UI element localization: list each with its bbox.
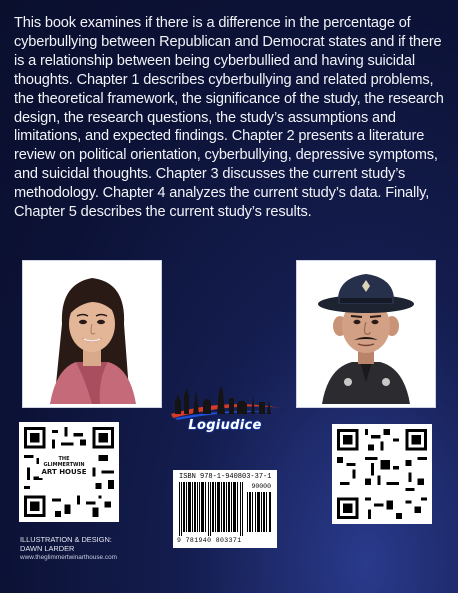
price-barcode-icon — [247, 492, 271, 532]
price-code: 90000 — [251, 483, 271, 490]
back-cover-blurb: This book examines if there is a difference in the percentage of cyberbullying between Republican and Democrat states and if there is a relationship between being cyberbullied and having suicidal thoughts. Chapter 1 describes cyberbullying and related problems, the theoretical framework, the significance of the study, the research design, the research questions, the study’s assumptions and limitations, and expected findings. Chapter 2 presents a literature review on political orientation, cyberbullying, depressive symptoms, and suicidal thoughts. Chapter 3 discusses the current study’s methodology. Chapter 4 analyzes the current study’s data. Finally, Chapter 5 describes the current study’s results. — [14, 15, 444, 221]
isbn-text: ISBN 978-1-940803-37-1 — [179, 473, 272, 481]
credit-url[interactable]: www.theglimmertwinarthouse.com — [20, 553, 117, 561]
publisher-logo — [165, 378, 285, 436]
ean-digits: 9 781940 803371 — [177, 537, 242, 544]
author-portrait-woman — [23, 261, 161, 407]
qr-code-right[interactable] — [332, 424, 432, 524]
credit-line1: ILLUSTRATION & DESIGN: — [20, 535, 112, 544]
author-portrait-trooper — [297, 261, 435, 407]
qr-label-line2: ART HOUSE — [41, 468, 87, 476]
illustration-credit — [20, 536, 117, 562]
publisher-logo-text: Logiudice — [188, 418, 262, 433]
isbn-barcode — [173, 470, 277, 548]
qr-code-icon — [337, 429, 427, 519]
barcode-icon — [179, 482, 243, 536]
qr-center-label — [39, 456, 89, 478]
credit-line2: DAWN LARDER — [20, 543, 75, 553]
qr-label-line1: THE GLIMMERTWIN — [43, 456, 85, 468]
city-skyline-logo-icon — [165, 378, 285, 422]
qr-code-left[interactable] — [19, 422, 119, 522]
